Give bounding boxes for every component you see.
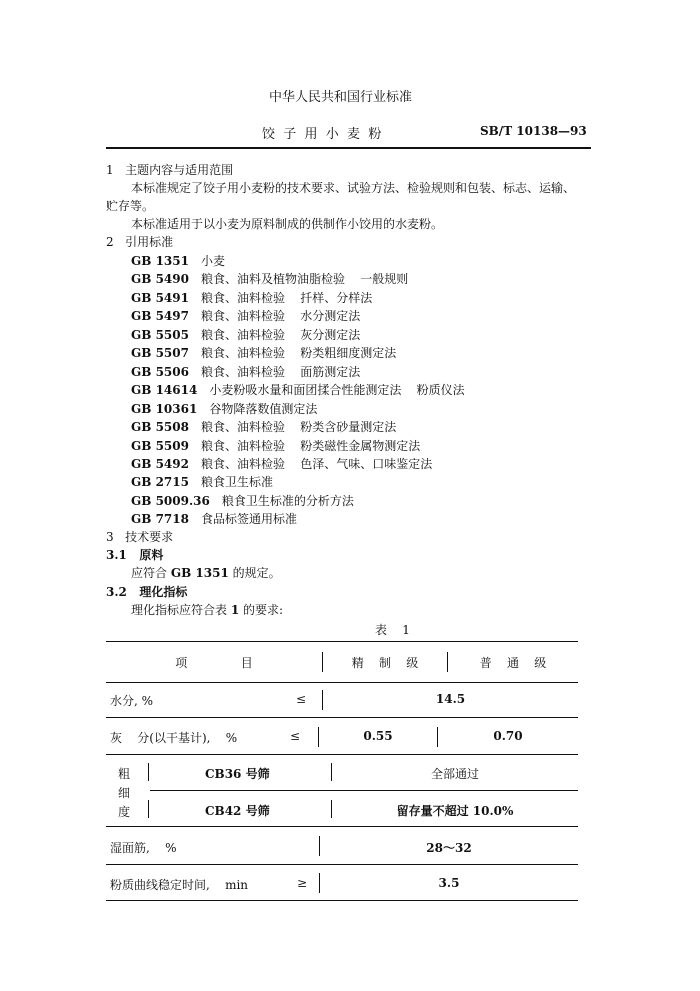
reference-item	[131, 381, 465, 398]
table-head-fine: 精 制 级	[351, 656, 419, 670]
reference-item	[131, 289, 372, 306]
section-3-heading: 3 技术要求	[106, 530, 174, 544]
table-row-rule-3	[106, 826, 578, 827]
header-rule	[106, 147, 591, 149]
row-fineness-label-3: 度	[118, 805, 131, 819]
section-2-heading: 2 引用标准	[106, 235, 174, 249]
reference-item	[131, 326, 360, 343]
section-3-1-heading: 3.1 原料	[106, 548, 164, 562]
row-moisture-sign: ≤	[296, 692, 307, 706]
section-1-para-2: 本标准适用于以小麦为原料制成的供制作小饺用的水麦粉。	[131, 217, 444, 231]
reference-code: GB 2715	[131, 475, 189, 490]
reference-item	[131, 510, 297, 527]
reference-code: GB 1351	[131, 254, 189, 268]
reference-title: 粮食、油料检验 扦样、分样法	[200, 290, 373, 305]
reference-item	[131, 252, 225, 269]
table-top-rule	[106, 641, 578, 642]
row-sieve-cb36-value: 全部通过	[430, 767, 479, 781]
reference-title: 食品标签通用标准	[200, 512, 297, 527]
row-ash-sign: ≤	[290, 729, 301, 743]
document-code: SB/T 10138—93	[480, 124, 587, 138]
row-moisture-value: 14.5	[435, 692, 466, 706]
reference-code: GB 10361	[131, 401, 198, 416]
row-ash-normal: 0.70	[493, 729, 523, 743]
reference-code: GB 5497	[131, 309, 189, 324]
table-row-rule-sieves	[150, 790, 578, 791]
row-ash-label: 灰 分(以干基计), %	[110, 731, 238, 745]
reference-code: GB 5490	[131, 272, 189, 287]
row-moisture-label: 水分, %	[110, 694, 154, 708]
table-head-normal: 普 通 级	[479, 656, 547, 670]
table-head-rule	[106, 682, 578, 683]
reference-title: 粮食、油料及植物油脂检验 一般规则	[200, 272, 409, 287]
reference-item	[131, 418, 396, 435]
reference-item	[131, 307, 360, 324]
reference-code: GB 5508	[131, 420, 189, 434]
section-1-para-1-line-2: 贮存等。	[106, 199, 155, 213]
section-3-1-text-post: 的规定。	[228, 566, 281, 580]
reference-title: 粮食卫生标准的分析方法	[221, 493, 354, 508]
section-3-2-text-num: 1	[230, 603, 240, 617]
reference-title: 粮食、油料检验 面筋测定法	[200, 364, 361, 379]
table-row-rule-4	[106, 864, 578, 865]
row-sieve-cb36: CB36 号筛	[205, 767, 270, 781]
table-row-rule-1	[106, 717, 578, 718]
row-gluten-label: 湿面筋, %	[110, 841, 177, 855]
section-3-1-text-code: GB 1351	[170, 566, 229, 580]
reference-title: 粮食、油料检验 水分测定法	[200, 309, 361, 324]
reference-code: GB 5492	[131, 456, 189, 471]
table-bottom-rule	[106, 900, 578, 901]
row-sieve-cb42: CB42 号筛	[205, 804, 270, 818]
reference-title: 粮食、油料检验 粉类磁性金属物测定法	[200, 438, 421, 453]
reference-title: 粮食、油料检验 粉类粗细度测定法	[200, 346, 397, 361]
section-3-1-text-pre: 应符合	[131, 566, 171, 580]
section-3-2-text-post: 的要求:	[239, 603, 284, 617]
reference-item	[131, 492, 354, 509]
row-fineness-label-1: 粗	[118, 767, 131, 781]
reference-item	[131, 363, 360, 380]
reference-code: GB 14614	[131, 383, 198, 398]
reference-item	[131, 270, 408, 287]
reference-item	[131, 455, 432, 472]
section-3-2-text-pre: 理化指标应符合表	[131, 603, 231, 617]
row-fineness-label-2: 细	[118, 786, 131, 800]
reference-item	[131, 437, 420, 454]
reference-item	[131, 473, 273, 490]
reference-item	[131, 400, 317, 417]
ministry-header: 中华人民共和国行业标准	[269, 90, 413, 105]
reference-title: 小麦	[200, 254, 225, 268]
row-stability-label: 粉质曲线稳定时间, min	[110, 878, 249, 892]
reference-code: GB 5491	[131, 290, 189, 305]
row-ash-fine: 0.55	[363, 729, 393, 743]
section-3-2-text	[131, 601, 283, 618]
table-row-rule-2	[106, 754, 578, 755]
reference-item	[131, 344, 396, 361]
reference-code: GB 5009.36	[131, 493, 210, 508]
document-title: 饺 子 用 小 麦 粉	[262, 127, 382, 142]
reference-title: 谷物降落数值测定法	[209, 401, 318, 416]
row-stability-sign: ≥	[297, 876, 308, 890]
row-gluten-value: 28～32	[426, 841, 472, 855]
table-vline	[148, 800, 149, 818]
row-stability-value: 3.5	[438, 876, 460, 890]
reference-title: 粮食、油料检验 粉类含砂量测定法	[200, 420, 397, 434]
section-1-para-1-line-1: 本标准规定了饺子用小麦粉的技术要求、试验方法、检验规则和包装、标志、运输、	[131, 181, 576, 195]
reference-code: GB 7718	[131, 512, 189, 527]
reference-title: 粮食卫生标准	[200, 475, 273, 490]
reference-code: GB 5505	[131, 327, 189, 342]
section-3-2-heading: 3.2 理化指标	[106, 585, 188, 599]
reference-title: 粮食、油料检验 灰分测定法	[200, 327, 361, 342]
table-head-item: 项 目	[175, 656, 253, 670]
section-1-heading: 1 主题内容与适用范围	[106, 163, 234, 177]
reference-code: GB 5509	[131, 438, 189, 453]
reference-code: GB 5507	[131, 346, 189, 361]
reference-title: 小麦粉吸水量和面团揉合性能测定法 粉质仪法	[209, 383, 465, 398]
section-3-1-text	[131, 564, 281, 581]
table-caption: 表 1	[375, 623, 410, 637]
reference-code: GB 5506	[131, 364, 189, 379]
row-sieve-cb42-value: 留存量不超过 10.0%	[396, 804, 514, 818]
table-vline	[148, 763, 149, 781]
reference-title: 粮食、油料检验 色泽、气味、口味鉴定法	[200, 456, 433, 471]
